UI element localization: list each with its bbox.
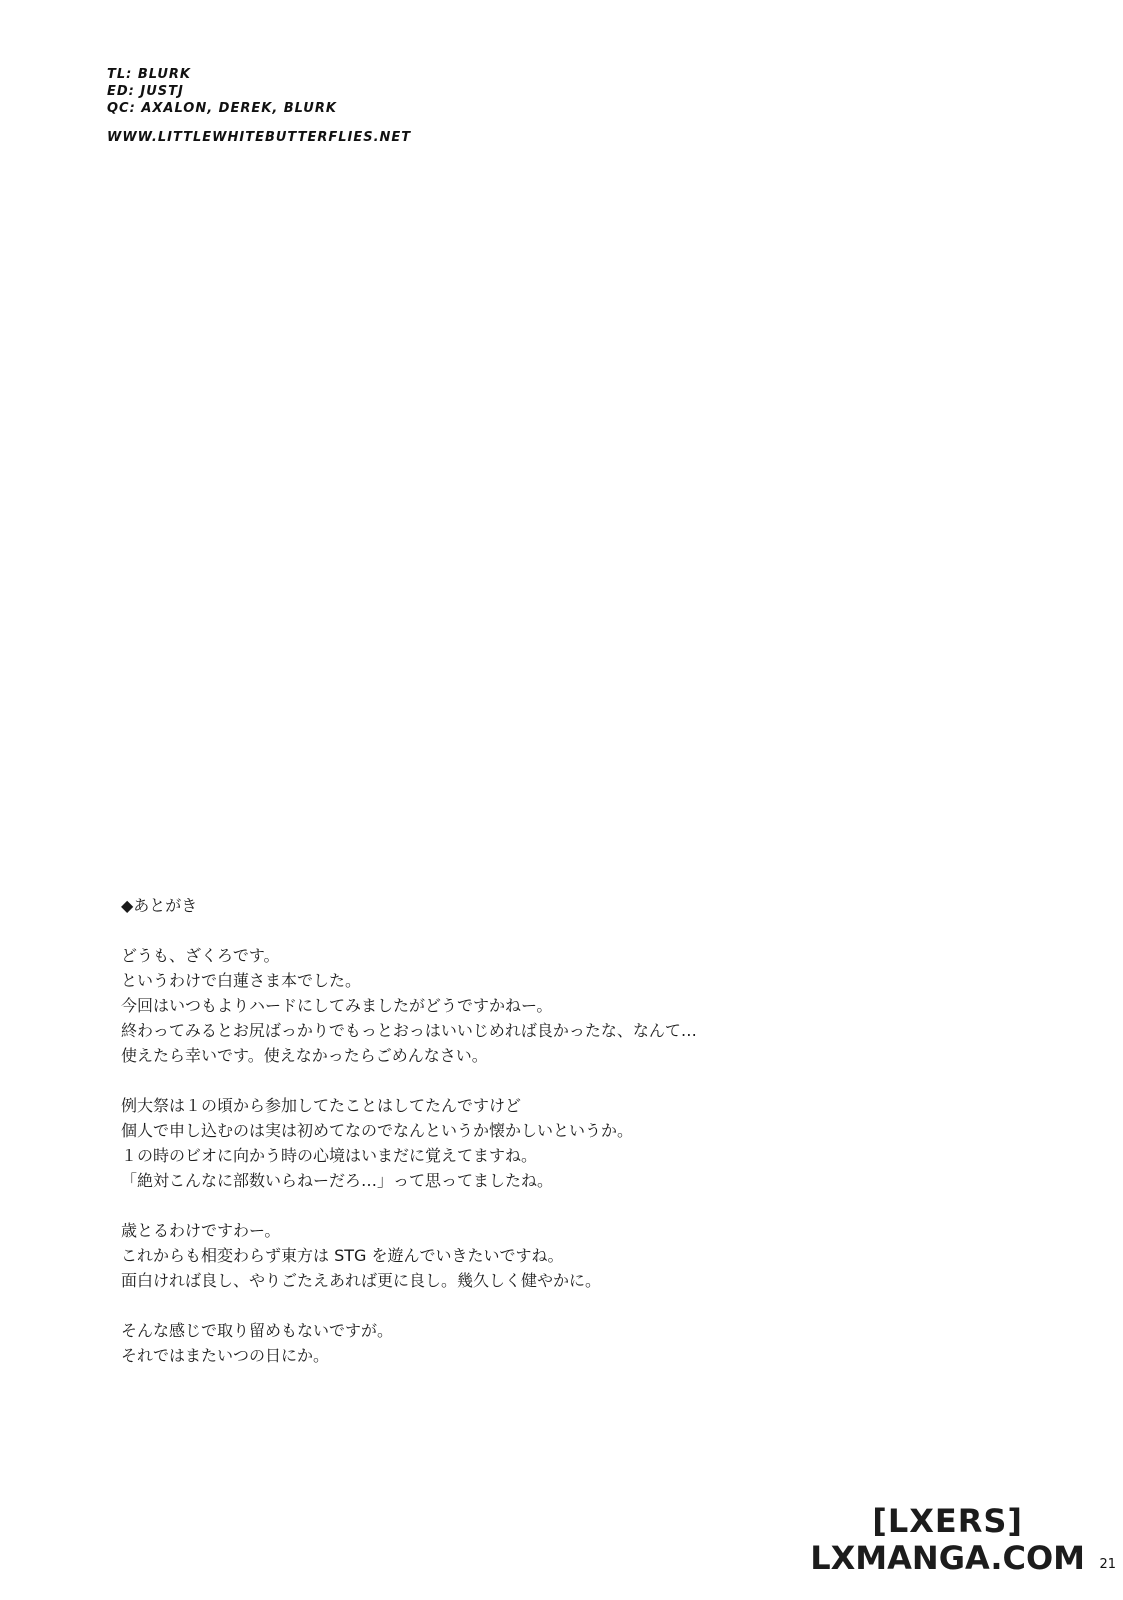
- afterword-line: 終わってみるとお尻ばっかりでもっとおっはいいじめれば良かったな、なんて…: [121, 1021, 697, 1040]
- afterword-line: 面白ければ良し、やりごたえあれば更に良し。幾久しく健やかに。: [121, 1271, 602, 1290]
- afterword-line: 「絶対こんなに部数いらねーだろ…」って思ってましたね。: [121, 1171, 554, 1190]
- translation-credits: [107, 66, 411, 146]
- afterword-line: 個人で申し込むのは実は初めてなのでなんというか懐かしいというか。: [121, 1121, 634, 1140]
- afterword-line: どうも、ざくろです。: [121, 946, 280, 965]
- group-website: WWW.LITTLEWHITEBUTTERFLIES.NET: [107, 130, 412, 145]
- afterword-line: これからも相変わらず東方は STG を遊んでいきたいですね。: [121, 1246, 564, 1265]
- afterword-line: というわけで白蓮さま本でした。: [121, 971, 362, 990]
- afterword-line: １の時のビオに向かう時の心境はいまだに覚えてますね。: [121, 1146, 538, 1165]
- afterword-section: [121, 893, 941, 1393]
- afterword-line: 例大祭は１の頃から参加してたことはしてたんですけど: [121, 1096, 522, 1115]
- afterword-paragraph-1: [121, 943, 941, 1068]
- credit-tl: TL: BLURK: [107, 67, 191, 82]
- watermark-group-name: [LXERS]: [872, 1502, 1024, 1540]
- credit-qc: QC: AXALON, DEREK, BLURK: [107, 101, 337, 116]
- watermark-domain: LXMANGA.COM: [810, 1539, 1085, 1577]
- afterword-line: 歳とるわけですわー。: [121, 1221, 281, 1240]
- afterword-paragraph-4: [121, 1318, 941, 1368]
- credit-ed: ED: JUSTJ: [107, 84, 184, 99]
- afterword-paragraph-3: [121, 1218, 941, 1293]
- afterword-paragraph-2: [121, 1093, 941, 1193]
- page-number: 21: [1099, 1557, 1116, 1572]
- afterword-line: 今回はいつもよりハードにしてみましたがどうですかねー。: [121, 996, 553, 1015]
- afterword-line: そんな感じで取り留めもないですが。: [121, 1321, 394, 1340]
- site-watermark: [810, 1502, 1085, 1576]
- afterword-heading: ◆あとがき: [121, 896, 198, 915]
- afterword-line: 使えたら幸いです。使えなかったらごめんなさい。: [121, 1046, 488, 1065]
- afterword-line: それではまたいつの日にか。: [121, 1346, 330, 1365]
